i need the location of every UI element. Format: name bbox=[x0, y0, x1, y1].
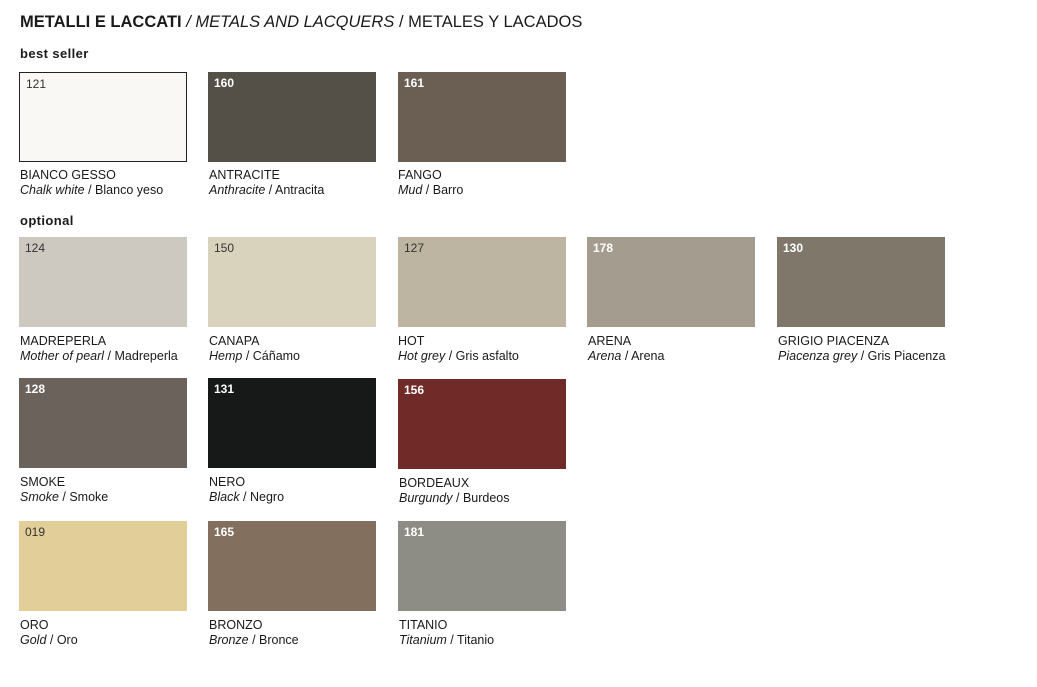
finish-name: ANTRACITE bbox=[209, 168, 280, 182]
finish-name-en: Hot grey bbox=[398, 349, 446, 363]
finish-name: BRONZO bbox=[209, 618, 263, 632]
swatch-label: FANGO Mud / Barro bbox=[398, 168, 578, 198]
swatch bbox=[398, 379, 566, 469]
swatch-code: 181 bbox=[404, 525, 425, 539]
finish-name-es: Blanco yeso bbox=[95, 183, 164, 197]
swatch-label: BORDEAUX Burgundy / Burdeos bbox=[399, 476, 579, 506]
finish-name-es: Arena bbox=[631, 349, 665, 363]
finish-name: MADREPERLA bbox=[20, 334, 107, 348]
section-best-seller: best seller bbox=[20, 46, 89, 61]
finish-name-en: Mud bbox=[398, 183, 423, 197]
finish-name-en: Chalk white bbox=[20, 183, 85, 197]
swatch bbox=[398, 237, 566, 327]
swatch-code: 161 bbox=[404, 76, 425, 90]
finish-name: HOT bbox=[398, 334, 425, 348]
finish-name-es: Negro bbox=[250, 490, 285, 504]
swatch-code: 160 bbox=[214, 76, 235, 90]
swatch bbox=[208, 378, 376, 468]
swatch bbox=[777, 237, 945, 327]
finish-name-en: Smoke bbox=[20, 490, 59, 504]
swatch bbox=[19, 72, 187, 162]
finish-name-es: Titanio bbox=[457, 633, 495, 647]
swatch-code: 130 bbox=[783, 241, 804, 255]
swatch bbox=[208, 521, 376, 611]
swatch-code: 131 bbox=[214, 382, 235, 396]
swatch-label: TITANIO Titanium / Titanio bbox=[399, 618, 579, 648]
swatch-code: 156 bbox=[404, 383, 425, 397]
finish-name-en: Hemp bbox=[209, 349, 243, 363]
finish-name-en: Mother of pearl bbox=[20, 349, 105, 363]
swatch-label: MADREPERLA Mother of pearl / Madreperla bbox=[20, 334, 200, 364]
swatch-label: GRIGIO PIACENZA Piacenza grey / Gris Piacenza bbox=[778, 334, 958, 364]
finish-name: GRIGIO PIACENZA bbox=[778, 334, 890, 348]
finish-name-es: Oro bbox=[56, 633, 78, 647]
swatch-code: 165 bbox=[214, 525, 235, 539]
swatch bbox=[398, 72, 566, 162]
finish-name: NERO bbox=[209, 475, 246, 489]
finish-name: FANGO bbox=[398, 168, 442, 182]
finish-name: SMOKE bbox=[20, 475, 66, 489]
finish-name-es: Burdeos bbox=[462, 491, 510, 505]
swatch-label: BIANCO GESSO Chalk white / Blanco yeso bbox=[20, 168, 200, 198]
swatch-label: ARENA Arena / Arena bbox=[588, 334, 768, 364]
finish-name: ORO bbox=[20, 618, 49, 632]
swatch bbox=[208, 72, 376, 162]
swatch-code: 121 bbox=[26, 77, 47, 91]
swatch-label: HOT Hot grey / Gris asfalto bbox=[398, 334, 578, 364]
finish-name-es: Barro bbox=[432, 183, 464, 197]
finish-name: BIANCO GESSO bbox=[20, 168, 116, 182]
finish-name: TITANIO bbox=[399, 618, 448, 632]
swatch bbox=[398, 521, 566, 611]
finish-name-es: Bronce bbox=[259, 633, 299, 647]
finish-name-es: Gris asfalto bbox=[455, 349, 519, 363]
title-separator: / bbox=[181, 13, 196, 31]
title-separator: / bbox=[394, 13, 409, 31]
finish-name-en: Titanium bbox=[399, 633, 447, 647]
finish-name-en: Gold bbox=[20, 633, 47, 647]
swatch bbox=[19, 237, 187, 327]
swatch-code: 124 bbox=[25, 241, 46, 255]
finish-name-en: Black bbox=[209, 490, 240, 504]
swatch bbox=[208, 237, 376, 327]
swatch-code: 150 bbox=[214, 241, 235, 255]
swatch-code: 178 bbox=[593, 241, 614, 255]
section-optional: optional bbox=[20, 213, 74, 228]
swatch bbox=[19, 378, 187, 468]
swatch-code: 127 bbox=[404, 241, 425, 255]
swatch-label: ANTRACITE Anthracite / Antracita bbox=[209, 168, 389, 198]
finish-name: ARENA bbox=[588, 334, 632, 348]
swatch bbox=[587, 237, 755, 327]
finish-name-en: Piacenza grey bbox=[778, 349, 858, 363]
finish-name: BORDEAUX bbox=[399, 476, 470, 490]
finish-name-es: Antracita bbox=[275, 183, 325, 197]
swatch-code: 019 bbox=[25, 525, 46, 539]
finish-name-en: Burgundy bbox=[399, 491, 453, 505]
title-english: METALS AND LACQUERS bbox=[195, 13, 395, 31]
swatch-code: 128 bbox=[25, 382, 46, 396]
finish-name-es: Cáñamo bbox=[252, 349, 301, 363]
swatch-label: ORO Gold / Oro bbox=[20, 618, 200, 648]
finish-name-es: Madreperla bbox=[114, 349, 178, 363]
title-spanish: METALES Y LACADOS bbox=[408, 13, 583, 31]
finish-name: CANAPA bbox=[209, 334, 260, 348]
finish-name-en: Anthracite bbox=[209, 183, 266, 197]
page-title bbox=[20, 13, 582, 32]
swatch-label: BRONZO Bronze / Bronce bbox=[209, 618, 389, 648]
finish-name-en: Arena bbox=[588, 349, 622, 363]
finish-name-es: Gris Piacenza bbox=[867, 349, 946, 363]
swatch bbox=[19, 521, 187, 611]
title-italian: METALLI E LACCATI bbox=[20, 13, 182, 31]
finish-name-en: Bronze bbox=[209, 633, 249, 647]
swatch-label: NERO Black / Negro bbox=[209, 475, 389, 505]
swatch-label: SMOKE Smoke / Smoke bbox=[20, 475, 200, 505]
finish-name-es: Smoke bbox=[69, 490, 109, 504]
swatch-label: CANAPA Hemp / Cáñamo bbox=[209, 334, 389, 364]
